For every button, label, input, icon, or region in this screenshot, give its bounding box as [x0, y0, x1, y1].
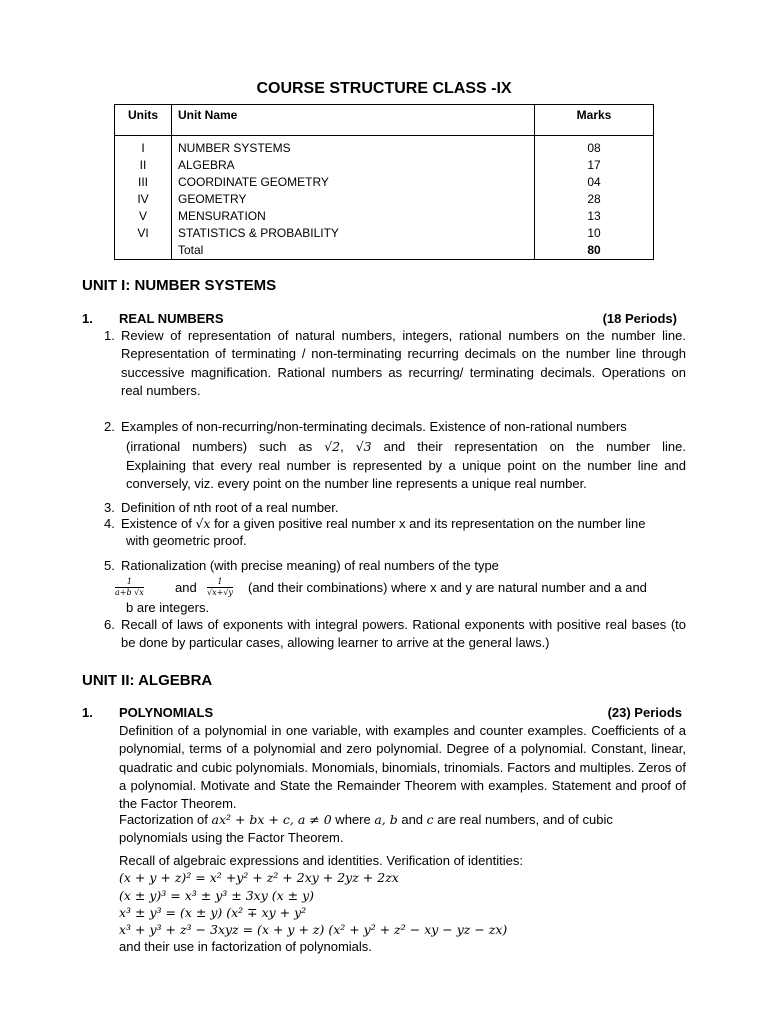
fact-text-d: are real numbers, and of cubic: [433, 812, 613, 827]
fraction-1-over-sqrtx-plus-sqrty: [207, 577, 233, 598]
item5-line3: b are integers.: [126, 600, 210, 615]
item1-paragraph: [121, 327, 686, 400]
identity-2: (x ± y)³ = x³ ± y³ ± 3xy (x ± y): [119, 888, 315, 903]
item-number: 6.: [104, 617, 115, 632]
table-total-row: [115, 242, 654, 260]
unit2-section-number: 1.: [82, 705, 93, 720]
fact-var-c: c: [426, 812, 434, 827]
header-units: Units: [115, 105, 172, 136]
cell-name: NUMBER SYSTEMS: [172, 136, 535, 158]
frac1-denominator: a+b √x: [115, 588, 144, 597]
cell-name: MENSURATION: [172, 208, 535, 225]
cell-unit: I: [115, 136, 172, 158]
item3-text: Definition of nth root of a real number.: [121, 500, 339, 515]
sqrt2-expression: √2: [324, 439, 341, 454]
item2-line1: Examples of non-recurring/non-terminating decimals. Existence of non-rational numbers: [121, 419, 627, 434]
item5-line2: (and their combinations) where x and y are natural number and a and: [248, 580, 647, 595]
item4-line1: [121, 515, 691, 533]
item-number: 5.: [104, 558, 115, 573]
table-row: [115, 191, 654, 208]
cell-marks: 08: [535, 136, 654, 158]
cell-name: Total: [172, 242, 535, 260]
polynomials-paragraph: Definition of a polynomial in one variable, with examples and counter examples. Coefficients of a polynomial, terms of a polynomial and zero polynomial. Degree of a polynomial. Constant, linear, quadratic and cubic polynomials. Monomials, binomials, trinomials. Factors and multiples. Zeros of a polynomial. Motivate and State the Remainder Theorem with examples. Statement and proof of the Factor Theorem.: [119, 723, 686, 812]
item4-line2: with geometric proof.: [126, 533, 247, 548]
cell-marks: 17: [535, 157, 654, 174]
cell-name: ALGEBRA: [172, 157, 535, 174]
fact-vars: a, b: [374, 812, 398, 827]
fact-text-b: where: [331, 812, 375, 827]
cell-name: COORDINATE GEOMETRY: [172, 174, 535, 191]
unit1-heading: UNIT I: NUMBER SYSTEMS: [82, 277, 277, 294]
factorization-line: [119, 811, 686, 829]
item5-line1: Rationalization (with precise meaning) of real numbers of the type: [121, 558, 499, 573]
sqrt3-expression: √3: [355, 439, 372, 454]
table-header-row: [115, 105, 654, 136]
item2-text-b: and their representation on the number line.: [371, 439, 686, 454]
item4-text-b: for a given positive real number x and its representation on the number line: [210, 516, 646, 531]
cell-marks-total: 80: [535, 242, 654, 260]
table-row: [115, 136, 654, 158]
table-row: [115, 174, 654, 191]
item-number: 1.: [104, 328, 115, 343]
item2-line2: [126, 438, 686, 456]
identities-intro: Recall of algebraic expressions and identities. Verification of identities:: [119, 853, 523, 868]
cell-unit: II: [115, 157, 172, 174]
identity-1: (x + y + z)² = x² +y² + z² + 2xy + 2yz + 2zx: [119, 870, 399, 885]
fraction-1-over-a-plus-b-sqrtx: [115, 577, 144, 598]
item2-text-a: (irrational numbers) such as: [126, 439, 325, 454]
unit2-periods: (23) Periods: [607, 705, 682, 720]
table-row: [115, 208, 654, 225]
cell-unit: V: [115, 208, 172, 225]
frac2-numerator: 1: [207, 577, 233, 588]
factorization-line2: polynomials using the Factor Theorem.: [119, 830, 344, 845]
cell-unit: [115, 242, 172, 260]
quadratic-expression: ax² + bx + c, a ≠ 0: [211, 812, 332, 827]
item-number: 2.: [104, 419, 115, 434]
identity-4: x³ + y³ + z³ − 3xyz = (x + y + z) (x² + y² + z² − xy − yz − zx): [119, 922, 508, 937]
table-row: [115, 157, 654, 174]
cell-unit: III: [115, 174, 172, 191]
fact-text-c: and: [397, 812, 427, 827]
cell-marks: 04: [535, 174, 654, 191]
item6-text: Recall of laws of exponents with integral powers. Rational exponents with positive real bases (to be done by particular cases, allowing learner to arrive at the general laws.): [121, 617, 686, 651]
table-row: [115, 225, 654, 242]
unit2-heading: UNIT II: ALGEBRA: [82, 672, 213, 689]
cell-marks: 28: [535, 191, 654, 208]
cell-unit: IV: [115, 191, 172, 208]
unit1-section-title: REAL NUMBERS: [119, 311, 224, 326]
item2-comma: ,: [340, 439, 356, 454]
item4-text-a: Existence of: [121, 516, 196, 531]
cell-name: STATISTICS & PROBABILITY: [172, 225, 535, 242]
cell-unit: VI: [115, 225, 172, 242]
item-number: 3.: [104, 500, 115, 515]
cell-marks: 10: [535, 225, 654, 242]
page-title: COURSE STRUCTURE CLASS -IX: [256, 80, 512, 97]
unit1-periods: (18 Periods): [602, 311, 677, 326]
item2-rest: Explaining that every real number is represented by a unique point on the number line and conversely, viz. every point on the number line represents a unique real number.: [126, 458, 686, 492]
frac1-numerator: 1: [115, 577, 144, 588]
fact-text-a: Factorization of: [119, 812, 212, 827]
unit2-section-title: POLYNOMIALS: [119, 705, 214, 720]
frac2-denominator: √x+√y: [207, 588, 233, 597]
item1-body: Review of representation of natural numbers, integers, rational numbers on the number line. Representation of terminating / non-terminating recurring decimals on the number line through successive magnification. Rational numbers as recurring/ terminating decimals. Operations on real numbers.: [121, 328, 686, 398]
identities-closing: and their use in factorization of polynomials.: [119, 939, 372, 954]
unit1-section-number: 1.: [82, 311, 93, 326]
cell-marks: 13: [535, 208, 654, 225]
course-structure-table: [114, 104, 654, 260]
sqrtx-expression: √x: [195, 516, 211, 531]
identity-3: x³ ± y³ = (x ± y) (x² ∓ xy + y²: [119, 905, 307, 920]
item5-and: and: [175, 580, 197, 595]
header-unit-name: Unit Name: [172, 105, 535, 136]
item-number: 4.: [104, 516, 115, 531]
cell-name: GEOMETRY: [172, 191, 535, 208]
header-marks: Marks: [535, 105, 654, 136]
